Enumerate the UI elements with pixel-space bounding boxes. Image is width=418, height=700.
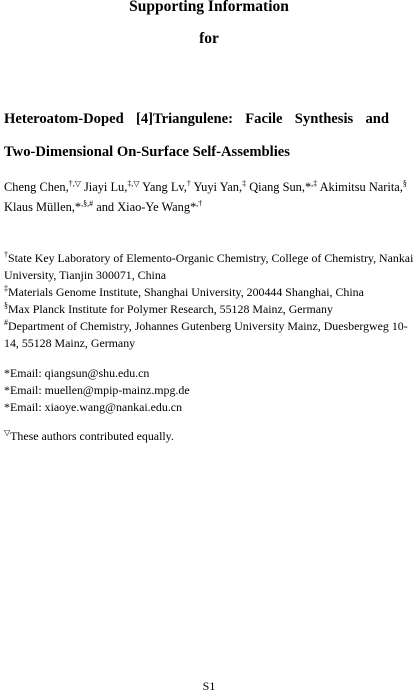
affiliation-text: University, Tianjin 300071, China	[4, 268, 167, 282]
affiliation-mainz	[4, 318, 408, 352]
affiliation-max-planck	[4, 301, 389, 318]
affiliation-mark: #	[4, 318, 8, 327]
note-text: These authors contributed equally.	[10, 429, 174, 443]
note-mark: ▽	[4, 428, 11, 437]
email-sun: *Email: qiangsun@shu.edu.cn	[4, 366, 150, 380]
supporting-information-heading: Supporting Information	[129, 0, 289, 15]
author-name: Qiang Sun,*	[249, 180, 312, 194]
affiliation-shanghai	[4, 284, 389, 301]
title-line-2: Two-Dimensional On-Surface Self-Assemblies	[4, 144, 290, 160]
author-name: Yang Lv,	[142, 180, 187, 194]
author-list	[4, 177, 407, 217]
affiliation-text: Max Planck Institute for Polymer Research, 55128 Mainz, Germany	[8, 302, 333, 316]
email-wang: *Email: xiaoye.wang@nankai.edu.cn	[4, 400, 183, 414]
affiliation-line	[4, 335, 389, 352]
author-affiliation-mark: ,†	[196, 199, 203, 208]
affiliation-line	[4, 301, 389, 318]
author-name: Akimitsu Narita,	[319, 180, 403, 194]
affiliation-line	[4, 284, 389, 301]
affiliation-line	[4, 318, 408, 335]
author-name: Yuyi Yan,	[193, 180, 243, 194]
author-affiliation-mark: ‡	[242, 179, 247, 188]
affiliation-nankai	[4, 250, 414, 284]
paper-title	[4, 110, 389, 128]
affiliation-line	[4, 250, 414, 267]
author-name: and Xiao-Ye Wang*	[96, 200, 197, 214]
author-affiliation-mark: §	[402, 179, 407, 188]
affiliation-mark: §	[4, 301, 8, 310]
for-heading: for	[199, 30, 219, 47]
author-affiliation-mark: ,‡	[311, 179, 318, 188]
author-name: Cheng Chen,	[4, 180, 69, 194]
author-affiliation-mark: †	[186, 179, 191, 188]
author-affiliation-mark: †,▽	[68, 179, 81, 188]
author-name: Jiayi Lu,	[83, 180, 128, 194]
author-affiliation-mark: ‡,▽	[127, 179, 140, 188]
equal-contribution-note	[4, 428, 174, 445]
email-muellen: *Email: muellen@mpip-mainz.mpg.de	[4, 383, 190, 397]
affiliation-text: State Key Laboratory of Elemento-Organic Chemistry, College of Chemistry, Nankai	[8, 251, 414, 265]
email-list	[4, 365, 389, 416]
affiliation-line	[4, 267, 389, 284]
title-line-1: Heteroatom-Doped [4]Triangulene: Facile Synthesis and	[4, 111, 389, 127]
affiliation-text: Department of Chemistry, Johannes Gutenberg University Mainz, Duesbergweg 10-	[8, 319, 408, 333]
author-affiliation-mark: ,§,#	[81, 199, 94, 208]
affiliation-mark: †	[4, 250, 8, 259]
page-number: S1	[202, 679, 216, 693]
affiliation-text: Materials Genome Institute, Shanghai University, 200444 Shanghai, China	[8, 285, 364, 299]
author-line-1	[4, 177, 407, 197]
author-name: Klaus Müllen,*	[4, 200, 82, 214]
paper-title-continued	[4, 143, 389, 161]
affiliation-mark: ‡	[4, 284, 8, 293]
affiliation-text: 14, 55128 Mainz, Germany	[4, 336, 136, 350]
author-line-2	[4, 197, 389, 217]
